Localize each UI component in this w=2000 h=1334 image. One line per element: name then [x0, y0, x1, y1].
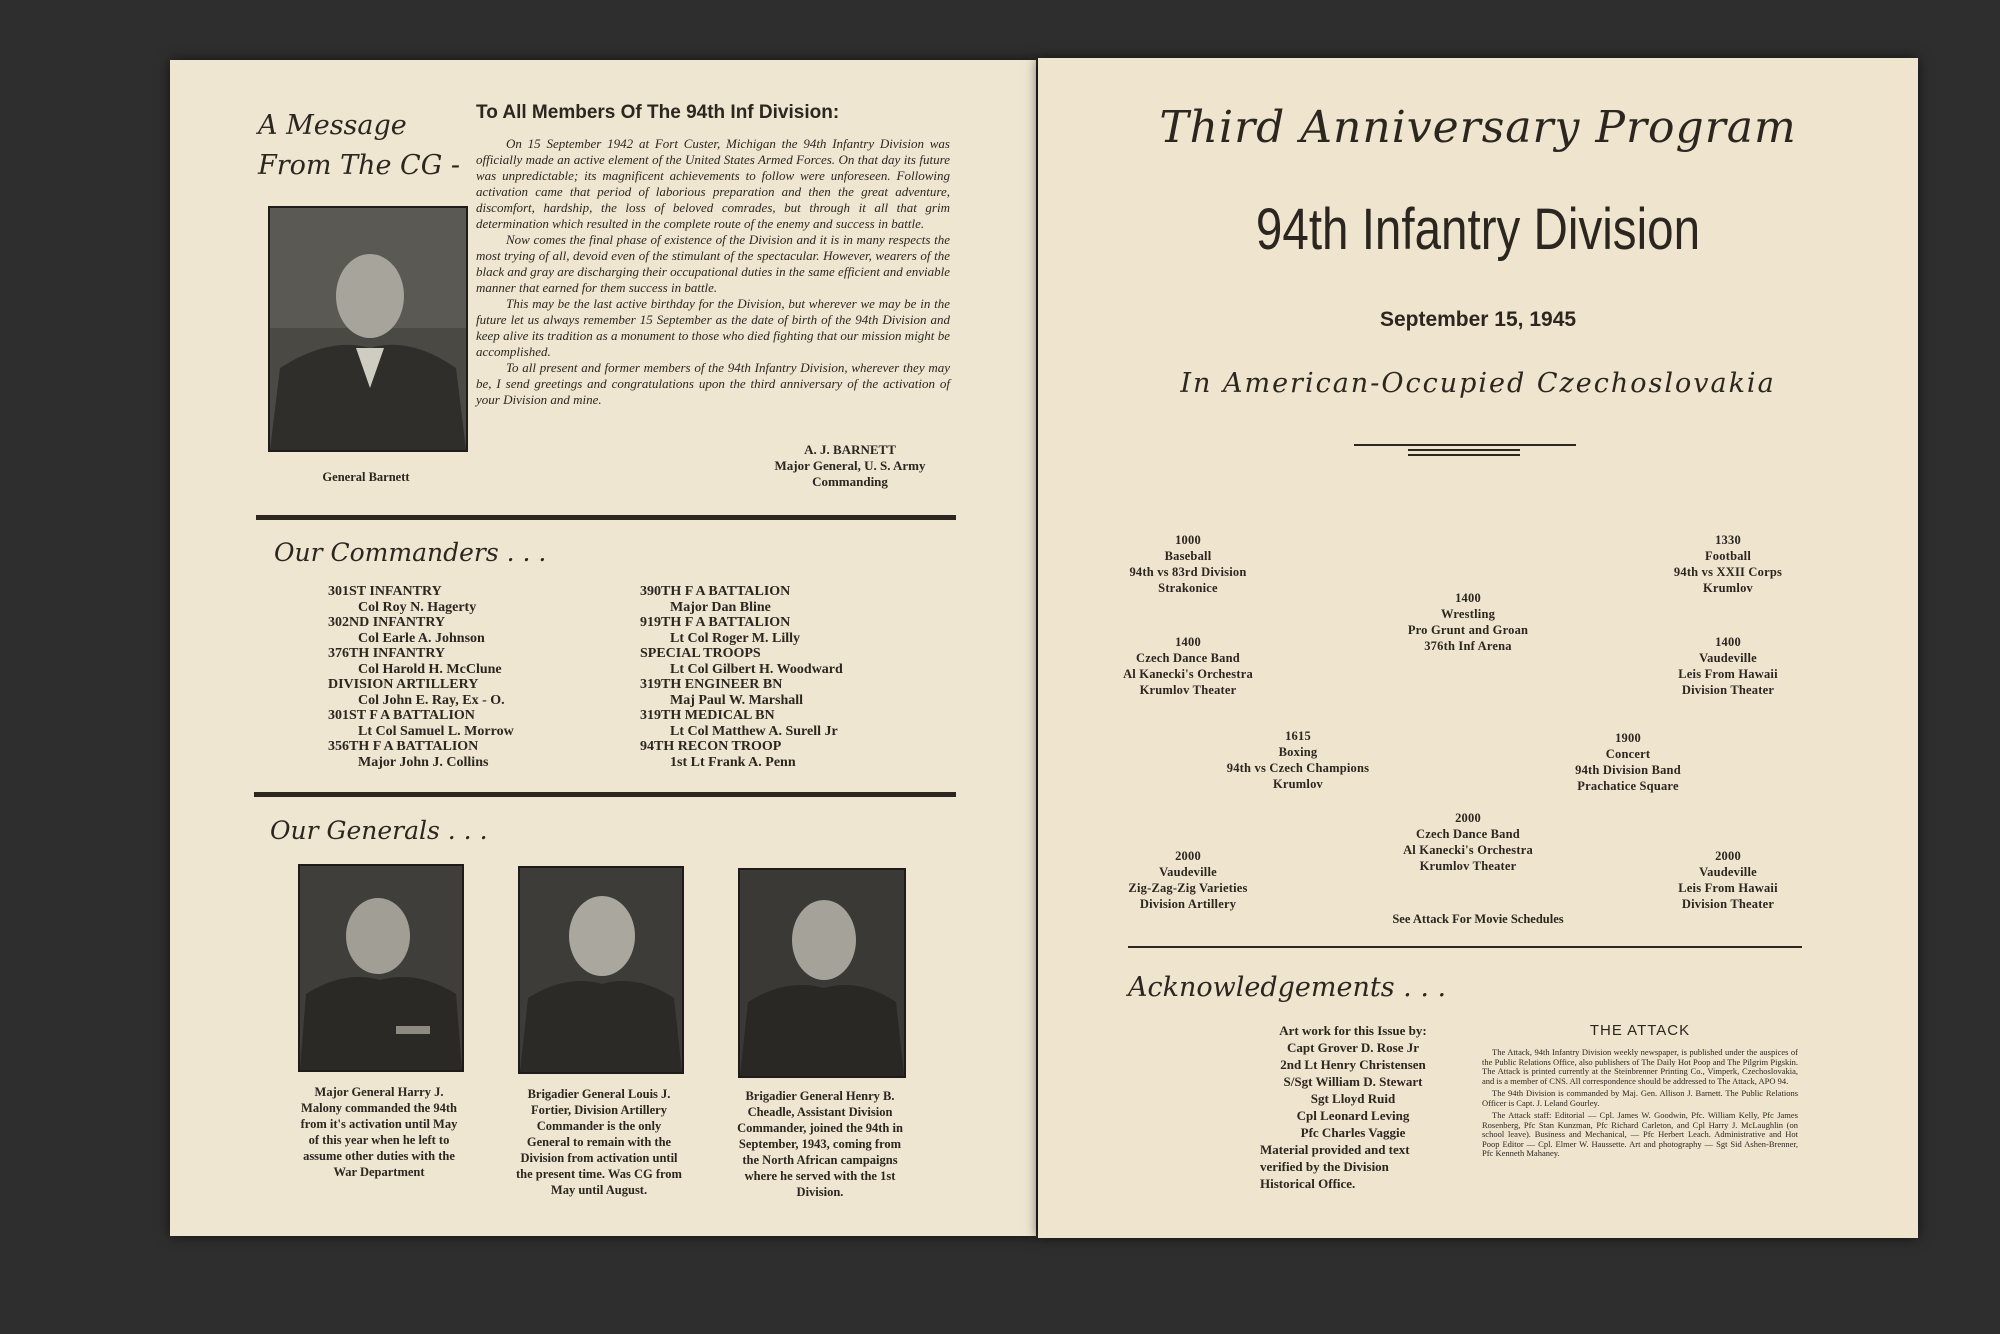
event-line: 376th Inf Arena	[1424, 639, 1512, 653]
message-title: To All Members Of The 94th Inf Division:	[476, 102, 840, 123]
commander-name: Col Harold H. McClune	[358, 661, 502, 677]
event-line: 94th vs Czech Champions	[1226, 761, 1370, 775]
commander-unit: 319TH MEDICAL BN	[640, 708, 775, 723]
event-line: Vaudeville	[1159, 865, 1217, 879]
commander-entry	[640, 584, 940, 615]
generals-heading: Our Generals . . .	[270, 816, 488, 845]
message-body	[476, 136, 950, 408]
attack-body	[1482, 1048, 1798, 1162]
event-time: 1400	[1175, 635, 1201, 649]
right-page	[1038, 58, 1918, 1238]
commander-name: Col John E. Ray, Ex - O.	[358, 692, 505, 708]
portrait-photo	[740, 870, 904, 1076]
general-fortier-photo	[518, 866, 684, 1074]
event-line: Czech Dance Band	[1136, 651, 1240, 665]
event-line: Football	[1704, 549, 1752, 563]
commander-entry	[640, 646, 940, 677]
event-line: Division Theater	[1681, 897, 1775, 911]
commander-name: Lt Col Roger M. Lilly	[670, 630, 801, 646]
message-paragraph: Now comes the final phase of existence of the Division and it is in many respects the most trying of all, devoid even of the stimulant of the spectacular. However, wearers of the black and gray are discharging their occupational duties in the same efficient and enviable manner that earned for them success in battle.	[476, 232, 950, 295]
commander-unit: DIVISION ARTILLERY	[328, 677, 479, 692]
event-vaudeville-evening	[1638, 848, 1818, 912]
commander-name: Major Dan Bline	[670, 599, 771, 615]
left-page	[170, 60, 1036, 1236]
event-concert	[1538, 730, 1718, 794]
event-line: Wrestling	[1440, 607, 1496, 621]
event-time: 1400	[1715, 635, 1741, 649]
commander-unit: 94TH RECON TROOP	[640, 739, 782, 754]
commander-name: Lt Col Matthew A. Surell Jr	[670, 723, 838, 739]
commander-entry	[328, 708, 588, 739]
message-paragraph: To all present and former members of the 94th Infantry Division, wherever they may be, I send greetings and congratulations upon the third anniversary of the activation of your Division and mine.	[476, 360, 950, 407]
event-line: Vaudeville	[1699, 865, 1757, 879]
commander-entry	[328, 739, 588, 770]
event-time: 2000	[1715, 849, 1741, 863]
ornament-line	[1354, 444, 1576, 446]
movie-note: See Attack For Movie Schedules	[1392, 912, 1564, 926]
event-line: 94th vs XXII Corps	[1673, 565, 1783, 579]
portrait-photo	[270, 208, 466, 450]
event-wrestling	[1378, 590, 1558, 654]
commander-unit: SPECIAL TROOPS	[640, 646, 761, 661]
commander-unit: 376TH INFANTRY	[328, 646, 446, 661]
event-line: Strakonice	[1158, 581, 1218, 595]
ack-line: Cpl Leonard Leving	[1296, 1108, 1410, 1123]
acknowledgements-list	[1260, 1022, 1446, 1192]
program-location: In American-Occupied Czechoslovakia	[1180, 368, 1776, 399]
signature-title: Commanding	[812, 474, 888, 489]
ack-line: S/Sgt William D. Stewart	[1283, 1074, 1423, 1089]
event-line: Al Kanecki's Orchestra	[1123, 667, 1253, 681]
commander-unit: 319TH ENGINEER BN	[640, 677, 783, 692]
event-dance-band-evening	[1378, 810, 1558, 874]
message-heading-line: From The CG -	[258, 150, 460, 181]
commander-entry	[640, 739, 940, 770]
signature	[720, 442, 980, 490]
event-time: 2000	[1455, 811, 1481, 825]
event-line: Division Artillery	[1139, 897, 1237, 911]
event-line: Prachatice Square	[1577, 779, 1679, 793]
section-divider	[1128, 946, 1802, 948]
ack-line: Capt Grover D. Rose Jr	[1286, 1040, 1420, 1055]
message-heading-line: A Message	[258, 110, 407, 141]
commander-name: Maj Paul W. Marshall	[670, 692, 804, 708]
commander-name: Lt Col Samuel L. Morrow	[358, 723, 514, 739]
commander-name: 1st Lt Frank A. Penn	[670, 754, 796, 770]
program-title: Third Anniversary Program	[1159, 102, 1797, 153]
section-divider	[254, 792, 956, 797]
event-line: Vaudeville	[1699, 651, 1757, 665]
message-paragraph: On 15 September 1942 at Fort Custer, Michigan the 94th Infantry Division was officially made an active element of the United States Armed Forces. On that day its future was unpredictable; its magnificent achievements to follow were unforeseen. Following activation came that period of laborious preparation and then the great adventure, discomfort, hardship, the loss of beloved comrades, but through it all that grim determination which resulted in the complete route of the enemy and success in battle.	[476, 136, 950, 231]
general-caption: Major General Harry J. Malony commanded the 94th from it's activation until May of this year when he left to assume other duties with the War Department	[300, 1085, 458, 1179]
general-barnett-photo	[268, 206, 468, 452]
attack-paragraph: The Attack, 94th Infantry Division weekly newspaper, is published under the auspices of the Public Relations Office, also publishers of The Daily Hot Poop and The Pilgrim Pigskin. The Attack is printed currently at the Steinbrenner Printing Co., Vimperk, Czechoslovakia, and is a member of CNS. All correspondence should be addressed to The Attack, APO 94.	[1482, 1047, 1798, 1086]
event-time: 2000	[1175, 849, 1201, 863]
event-vaudeville	[1638, 634, 1818, 698]
signature-name: A. J. BARNETT	[804, 442, 896, 457]
attack-paragraph: The 94th Division is commanded by Maj. Gen. Allison J. Barnett. The Public Relations Officer is Capt. J. Leland Gourley.	[1482, 1088, 1798, 1108]
event-line: Leis From Hawaii	[1678, 881, 1778, 895]
commanders-list-left	[328, 584, 588, 770]
general-cheadle-photo	[738, 868, 906, 1078]
event-time: 1615	[1285, 729, 1311, 743]
event-time: 1000	[1175, 533, 1201, 547]
general-malony-photo	[298, 864, 464, 1072]
commander-entry	[328, 615, 588, 646]
commander-name: Lt Col Gilbert H. Woodward	[670, 661, 843, 677]
event-time: 1400	[1455, 591, 1481, 605]
commander-name: Col Roy N. Hagerty	[358, 599, 477, 615]
event-line: Zig-Zag-Zig Varieties	[1128, 881, 1248, 895]
event-line: Krumlov	[1272, 777, 1323, 791]
commander-unit: 390TH F A BATTALION	[640, 584, 791, 599]
ack-line: Art work for this Issue by:	[1279, 1023, 1427, 1038]
event-football	[1638, 532, 1818, 596]
attack-paragraph: The Attack staff: Editorial — Cpl. James W. Goodwin, Pfc. William Kelly, Pfc James Rosenberg, Pfc Stan Kunzman, Pfc Richard Carleton, and Cpl Harry J. McLaughlin (on school leave). Business and Mechanical, — Pfc Herbert Leach. Administrative and Hot Poop Editor — Cpl. Elmer W. Haussette. Art and photography — Sgt Sid Ashen-Brenner, Pfc Kenneth Mahaney.	[1482, 1110, 1798, 1158]
portrait-photo	[520, 868, 682, 1072]
event-line: Krumlov	[1702, 581, 1753, 595]
event-line: Baseball	[1164, 549, 1212, 563]
general-photo-caption: General Barnett	[322, 470, 410, 484]
general-caption: Brigadier General Louis J. Fortier, Division Artillery Commander is the only General to remain with the Division from activation until the present time. Was CG from May until August.	[516, 1087, 682, 1197]
event-time: 1330	[1715, 533, 1741, 547]
event-line: Leis From Hawaii	[1678, 667, 1778, 681]
commanders-heading: Our Commanders . . .	[274, 538, 547, 567]
acknowledgements-heading: Acknowledgements . . .	[1128, 972, 1447, 1003]
event-line: Pro Grunt and Groan	[1407, 623, 1529, 637]
event-line: Krumlov Theater	[1139, 683, 1237, 697]
commander-name: Major John J. Collins	[358, 754, 489, 770]
event-boxing	[1208, 728, 1388, 792]
ack-line: Sgt Lloyd Ruid	[1310, 1091, 1396, 1106]
program-date: September 15, 1945	[1379, 308, 1577, 331]
commander-entry	[328, 646, 588, 677]
commander-unit: 302ND INFANTRY	[328, 615, 446, 630]
event-line: Division Theater	[1681, 683, 1775, 697]
event-vaudeville-artillery	[1098, 848, 1278, 912]
ack-line: Material provided and text verified by the Division Historical Office.	[1260, 1142, 1410, 1191]
message-paragraph: This may be the last active birthday for the Division, but wherever we may be in the future let us always remember 15 September as the date of birth of the 94th Division and keep alive its tradition as a monument to those who died fighting that our mission might be accomplished.	[476, 296, 950, 359]
attack-heading: THE ATTACK	[1589, 1022, 1691, 1039]
general-caption: Brigadier General Henry B. Cheadle, Assistant Division Commander, joined the 94th in September, 1943, coming from the North African campaigns where he served with the 1st Division.	[737, 1089, 903, 1199]
commander-entry	[640, 677, 940, 708]
commander-name: Col Earle A. Johnson	[358, 630, 485, 646]
division-title: 94th Infantry Division	[1255, 197, 1701, 262]
commanders-list-right	[640, 584, 940, 770]
commander-entry	[640, 615, 940, 646]
event-baseball	[1098, 532, 1278, 596]
event-line: Czech Dance Band	[1416, 827, 1520, 841]
commander-unit: 356TH F A BATTALION	[328, 739, 479, 754]
ornament-line	[1408, 454, 1520, 456]
signature-rank: Major General, U. S. Army	[774, 458, 926, 473]
ornament-line	[1408, 449, 1520, 451]
commander-unit: 301ST F A BATTALION	[328, 708, 475, 723]
portrait-photo	[300, 866, 462, 1070]
event-dance-band	[1098, 634, 1278, 698]
event-line: Boxing	[1278, 745, 1318, 759]
commander-unit: 301ST INFANTRY	[328, 584, 442, 599]
commander-entry	[328, 677, 588, 708]
message-heading	[258, 106, 460, 186]
ack-line: Pfc Charles Vaggie	[1300, 1125, 1406, 1140]
event-time: 1900	[1615, 731, 1641, 745]
section-divider	[256, 515, 956, 520]
event-line: Al Kanecki's Orchestra	[1403, 843, 1533, 857]
event-line: Krumlov Theater	[1419, 859, 1517, 873]
event-line: 94th vs 83rd Division	[1129, 565, 1247, 579]
commander-entry	[640, 708, 940, 739]
ack-line: 2nd Lt Henry Christensen	[1280, 1057, 1426, 1072]
event-line: Concert	[1605, 747, 1651, 761]
event-line: 94th Division Band	[1575, 763, 1681, 777]
commander-entry	[328, 584, 588, 615]
commander-unit: 919TH F A BATTALION	[640, 615, 791, 630]
